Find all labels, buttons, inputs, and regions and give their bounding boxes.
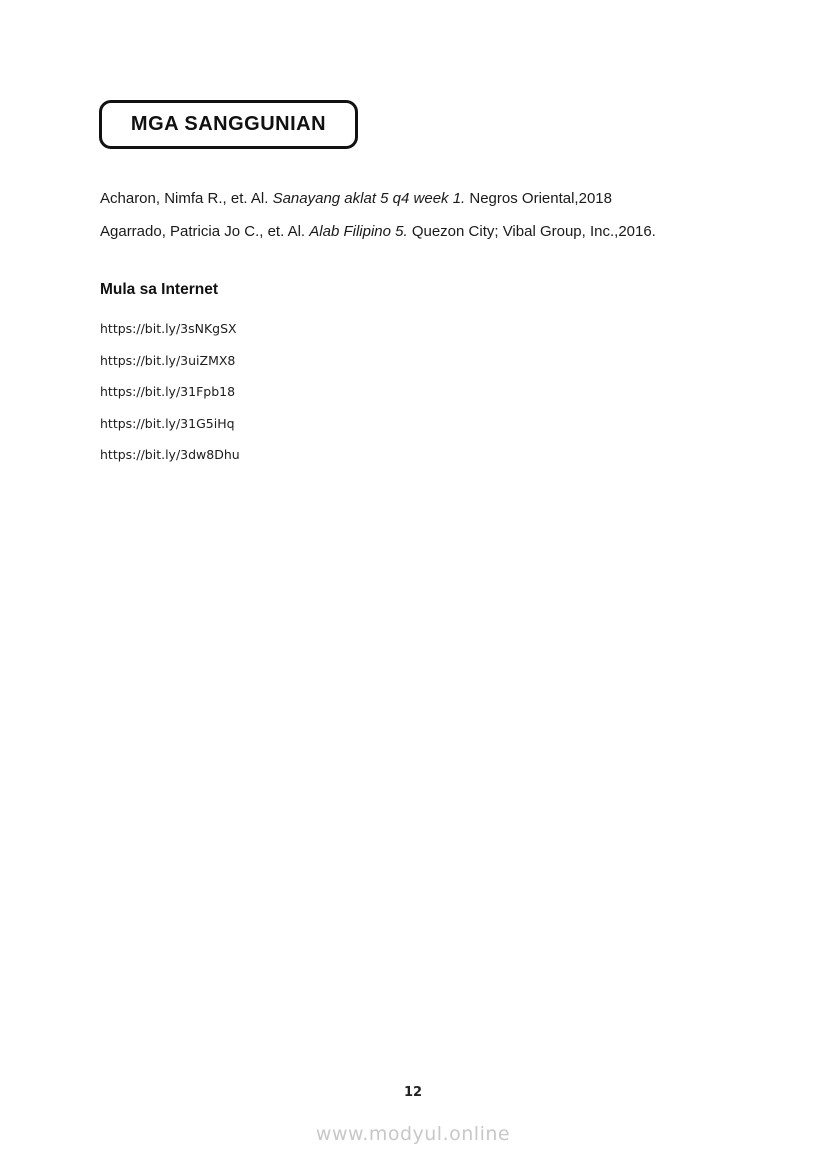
section-title-box [99,100,358,149]
reference-publisher: Negros Oriental,2018 [465,190,612,207]
reference-entry [100,215,760,248]
source-url: https://bit.ly/3sNKgSX [100,321,237,336]
section-title: MGA SANGGUNIAN [130,113,327,135]
page-number: 12 [403,1085,423,1100]
source-url: https://bit.ly/31G5iHq [100,415,235,431]
source-url: https://bit.ly/3dw8Dhu [100,447,240,462]
source-url: https://bit.ly/31Fpb18 [100,384,236,399]
reference-entry [100,182,760,215]
reference-author: Acharon, Nimfa R., et. Al. [100,190,273,207]
reference-publisher: Quezon City; Vibal Group, Inc.,2016. [407,223,656,240]
reference-book-title: Alab Filipino 5. [309,223,408,240]
internet-sources-heading: Mula sa Internet [100,281,218,298]
internet-sources-section [100,281,500,471]
reference-book-title: Sanayang aklat 5 q4 week 1. [272,190,466,207]
reference-author: Agarrado, Patricia Jo C., et. Al. [100,223,310,240]
reference-list [100,182,760,248]
source-url: https://bit.ly/3uiZMX8 [100,352,236,368]
watermark-text: www.modyul.online [315,1123,511,1145]
